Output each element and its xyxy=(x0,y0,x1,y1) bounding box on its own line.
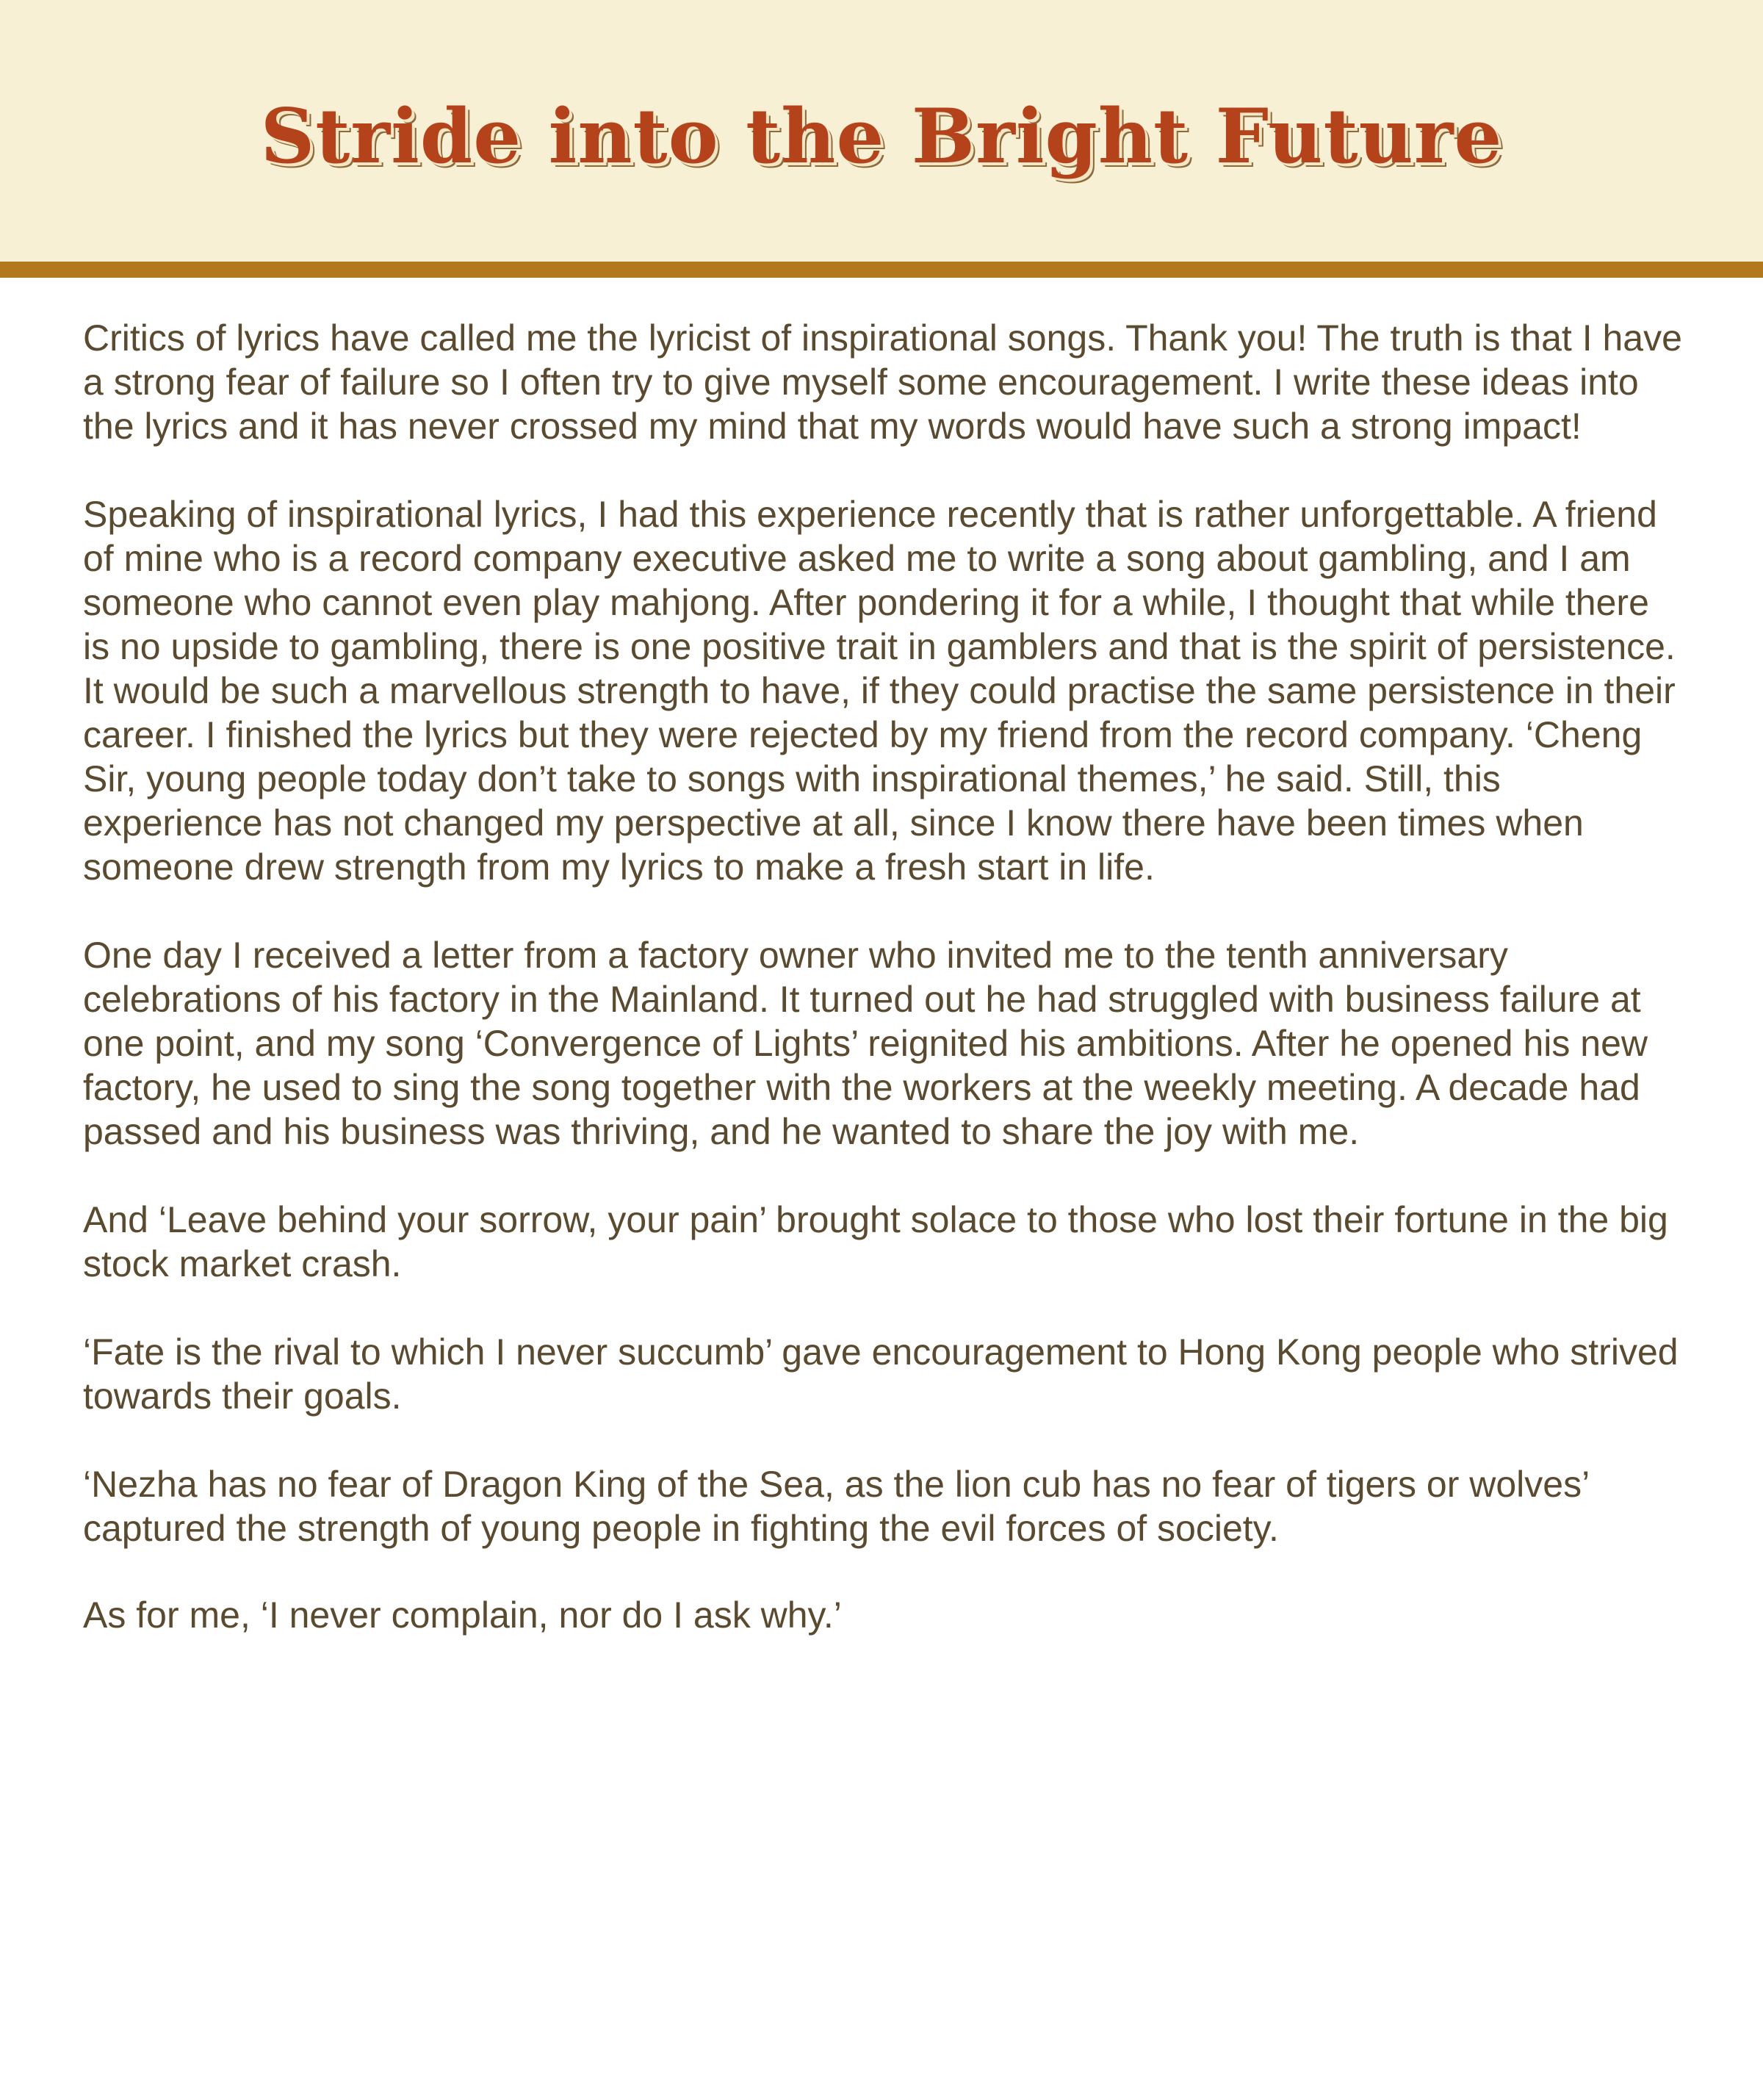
paragraph-2: Speaking of inspirational lyrics, I had this experience recently that is rather unforgettable. A friend of mine who is a record company executive asked me to write a song about gambling, and I am someone who cannot even play mahjong. After pondering it for a while, I thought that while there is no upside to gambling, there is one positive trait in gamblers and that is the spirit of persistence. It would be such a marvellous strength to have, if they could practise the same persistence in their career. I finished the lyrics but they were rejected by my friend from the record company. ‘Cheng Sir, young people today don’t take to songs with inspirational themes,’ he said. Still, this experience has not changed my perspective at all, since I know there have been times when someone drew strength from my lyrics to make a fresh start in life. xyxy=(83,494,1676,888)
paragraph-6: ‘Nezha has no fear of Dragon King of the Sea, as the lion cub has no fear of tigers or wolves’ captured the strength of young people in fighting the evil forces of society. xyxy=(83,1464,1589,1549)
paragraph-7: As for me, ‘I never complain, nor do I ask why.’ xyxy=(83,1594,842,1636)
paragraph-5: ‘Fate is the rival to which I never succumb’ gave encouragement to Hong Kong people who strived towards their goals. xyxy=(83,1331,1679,1417)
article-body xyxy=(83,316,1684,1681)
page-title: Stride into the Bright Future xyxy=(260,93,1503,181)
header-banner xyxy=(0,0,1763,278)
paragraph-3: One day I received a letter from a factory owner who invited me to the tenth anniversary celebrations of his factory in the Mainland. It turned out he had struggled with business failure at one point, and my song ‘Convergence of Lights’ reignited his ambitions. After he opened his new factory, he used to sing the song together with the workers at the weekly meeting. A decade had passed and his business was thriving, and he wanted to share the joy with me. xyxy=(83,935,1648,1152)
paragraph-4: And ‘Leave behind your sorrow, your pain’ brought solace to those who lost their fortune in the big stock market crash. xyxy=(83,1199,1668,1284)
paragraph-1: Critics of lyrics have called me the lyricist of inspirational songs. Thank you! The truth is that I have a strong fear of failure so I often try to give myself some encouragement. I write these ideas into the lyrics and it has never crossed my mind that my words would have such a strong impact! xyxy=(83,317,1682,447)
